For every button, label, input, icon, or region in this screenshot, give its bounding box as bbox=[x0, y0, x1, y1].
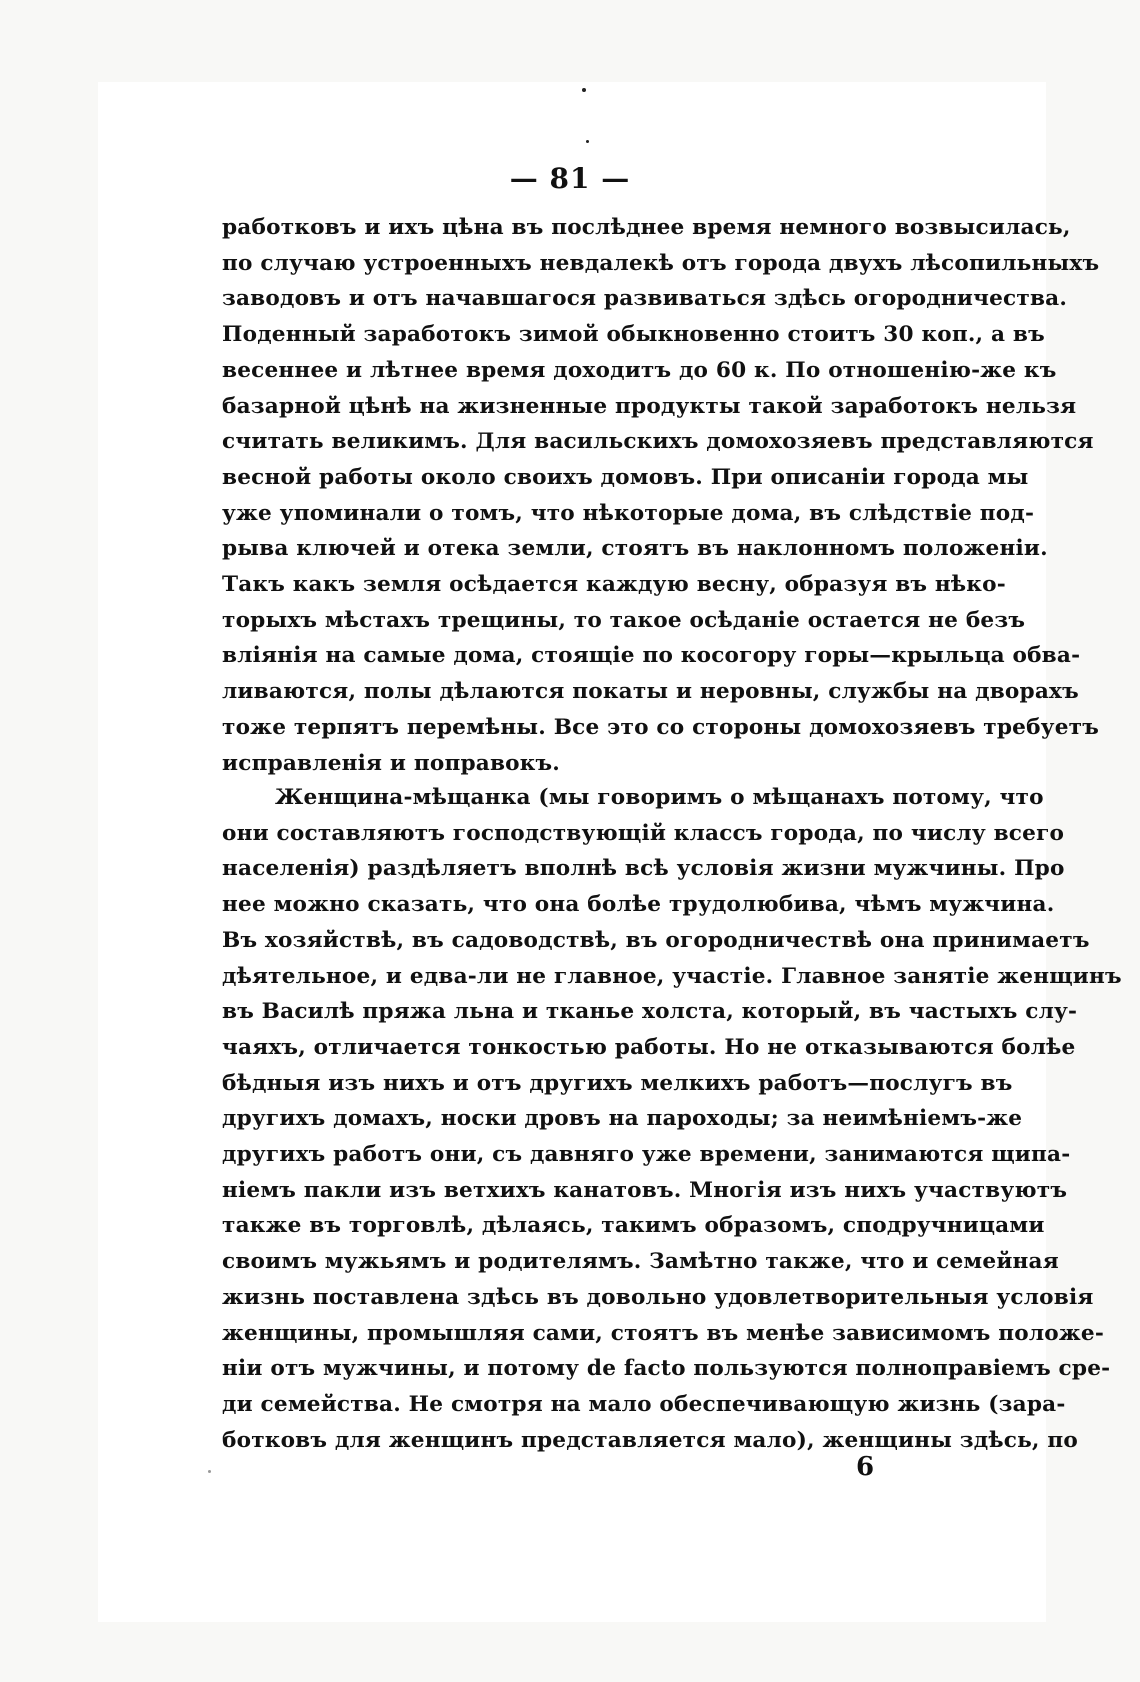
text-line: ботковъ для женщинъ представляется мало), женщины здѣсь, по bbox=[222, 1427, 1078, 1453]
text-line: нее можно сказать, что она болѣе трудолюбива, чѣмъ мужчина. bbox=[222, 892, 1055, 918]
text-line: работковъ и ихъ цѣна въ послѣднее время немного возвысилась, bbox=[222, 215, 1071, 240]
text-line: торыхъ мѣстахъ трещины, то такое осѣданіе остается не безъ bbox=[222, 607, 1026, 633]
text-line: исправленія и поправокъ. bbox=[222, 750, 561, 776]
text-line: считать великимъ. Для васильскихъ домохозяевъ представляются bbox=[222, 429, 1094, 455]
text-line: Такъ какъ земля осѣдается каждую весну, образуя въ нѣко- bbox=[222, 572, 1006, 598]
text-line: бѣдныя изъ нихъ и отъ другихъ мелкихъ работъ—послугъ въ bbox=[222, 1070, 1013, 1096]
text-line: базарной цѣнѣ на жизненные продукты такой заработокъ нельзя bbox=[222, 393, 1077, 419]
ink-speck-mid bbox=[586, 140, 589, 143]
text-line: другихъ домахъ, носки дровъ на пароходы; за неимѣніемъ-же bbox=[222, 1106, 1023, 1132]
text-line: ди семейства. Не смотря на мало обеспечивающую жизнь (зара- bbox=[222, 1391, 1066, 1417]
paragraph-2 bbox=[222, 780, 1122, 1458]
text-line: Женщина-мѣщанка (мы говоримъ о мѣщанахъ потому, что bbox=[275, 785, 1044, 810]
text-line: тоже терпятъ перемѣны. Все это со стороны домохозяевъ требуетъ bbox=[222, 714, 1099, 740]
text-line: жизнь поставлена здѣсь въ довольно удовлетворительныя условія bbox=[222, 1284, 1094, 1310]
text-line: дѣятельное, и едва-ли не главное, участіе. Главное занятіе женщинъ bbox=[222, 963, 1122, 989]
text-line: своимъ мужьямъ и родителямъ. Замѣтно также, что и семейная bbox=[222, 1249, 1059, 1275]
text-line: вліянія на самые дома, стоящіе по косогору горы—крыльца обва- bbox=[222, 643, 1081, 669]
ink-speck-top bbox=[582, 88, 586, 92]
text-line: они составляютъ господствующій классъ города, по числу всего bbox=[222, 820, 1065, 846]
text-line: весеннее и лѣтнее время доходитъ до 60 к. По отношенію-же къ bbox=[222, 357, 1057, 383]
text-line: въ Василѣ пряжа льна и тканье холста, который, въ частыхъ слу- bbox=[222, 999, 1078, 1025]
text-line: ливаются, полы дѣлаются покаты и неровны, службы на дворахъ bbox=[222, 679, 1079, 705]
text-line: ніи отъ мужчины, и потому de facto пользуются полноправіемъ сре- bbox=[222, 1356, 1111, 1382]
text-line: Поденный заработокъ зимой обыкновенно стоитъ 30 коп., а въ bbox=[222, 322, 1045, 348]
text-line: рыва ключей и отека земли, стоятъ въ наклонномъ положеніи. bbox=[222, 536, 1048, 562]
text-line: Въ хозяйствѣ, въ садоводствѣ, въ огородничествѣ она принимаетъ bbox=[222, 927, 1090, 953]
text-line: чаяхъ, отличается тонкостью работы. Но не отказываются болѣе bbox=[222, 1034, 1076, 1060]
text-line: заводовъ и отъ начавшагося развиваться здѣсь огородничества. bbox=[222, 286, 1068, 312]
signature-mark: 6 bbox=[856, 1452, 875, 1482]
text-line: женщины, промышляя сами, стоятъ въ менѣе зависимомъ положе- bbox=[222, 1320, 1105, 1346]
text-line: весной работы около своихъ домовъ. При описаніи города мы bbox=[222, 464, 1029, 490]
paragraph-1 bbox=[222, 210, 1100, 781]
ink-speck-bottom bbox=[208, 1470, 211, 1473]
text-line: ніемъ пакли изъ ветхихъ канатовъ. Многія изъ нихъ участвуютъ bbox=[222, 1177, 1068, 1203]
page-number-header: — 81 — bbox=[509, 162, 631, 195]
text-line: также въ торговлѣ, дѣлаясь, такимъ образомъ, сподручницами bbox=[222, 1213, 1045, 1239]
text-line: населенія) раздѣляетъ вполнѣ всѣ условія жизни мужчины. Про bbox=[222, 856, 1065, 882]
text-line: по случаю устроенныхъ невдалекѣ отъ города двухъ лѣсопильныхъ bbox=[222, 250, 1100, 276]
text-line: другихъ работъ они, съ давняго уже времени, занимаются щипа- bbox=[222, 1142, 1071, 1168]
text-line: уже упоминали о томъ, что нѣкоторые дома, въ слѣдствіе под- bbox=[222, 500, 1035, 526]
